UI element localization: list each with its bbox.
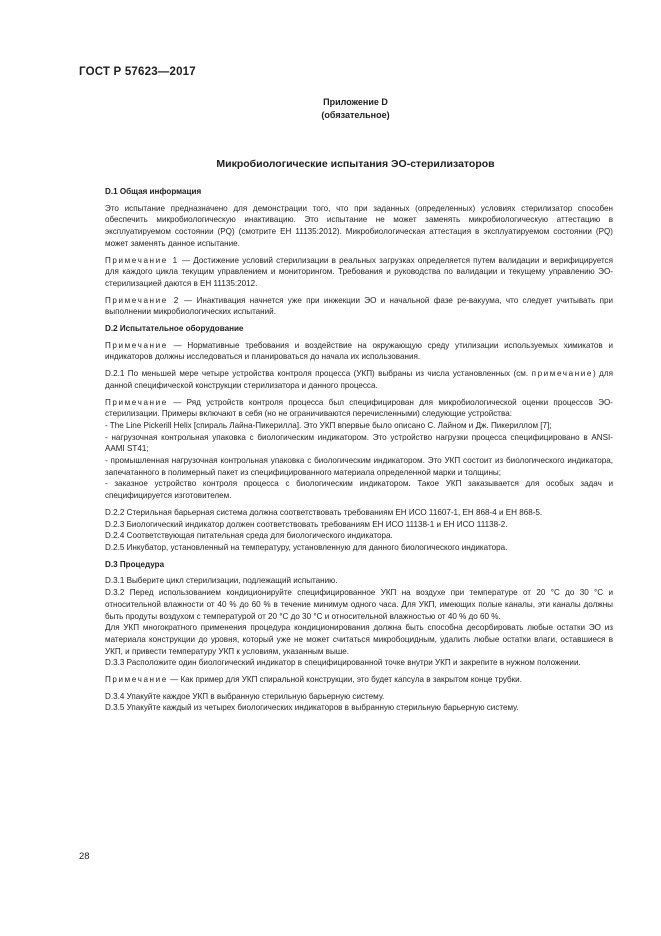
paragraph: Для УКП многократного применения процедура кондиционирования должна быть способна десорбировать любые остатки ЭО из материала конструкции до уровня, который уже не может считаться микробоцидным, удалить любые остатки влаги, оставшиеся в УКП, и привести температуру УКП к условиям, указанным выше. xyxy=(105,623,613,656)
note-text: — Достижение условий стерилизации в реальных загрузках определяется путем валидации и верифицируется для каждого цикла текущим управлением и мониторингом. Требования и руководства по валидации и текущему управлению ЭО-стерилизацией даются в ЕН 11135:2012. xyxy=(105,255,613,288)
paragraph: Это испытание предназначено для демонстрации того, что при заданных (определенных) условиях стерилизатор способен обеспечить микробиологическую инактивацию. Это испытание не может заменять микробиологическую аттестацию в эксплуатируемом состоянии (PQ) (смотрите ЕН 11135:2012). Микробиологическая аттестация в эксплуатируемом состоянии (PQ) может заменять данное испытание. xyxy=(105,203,613,248)
note-label: Примечание 1 xyxy=(105,255,179,265)
note-text: — Ряд устройств контроля процесса был специфицирован для микробиологической оценки процессов ЭО-стерилизации. Примеры включают в себя (но не ограничиваются перечисленными) следующие устройства: xyxy=(105,397,613,419)
clause-d24: D.2.4 Соответствующая питательная среда для биологического индикатора. xyxy=(105,531,393,541)
clause-d35: D.3.5 Упакуйте каждый из четырех биологических индикаторов в выбранную стерильную барьерную систему. xyxy=(105,703,519,713)
document-body xyxy=(105,186,613,714)
note xyxy=(105,340,613,363)
note-text: — Как пример для УКП спиральной конструкции, это будет капсула в закрытом конце трубки. xyxy=(167,675,522,685)
list-item: - The Line Pickerill Helix [спираль Лайна-Пикерилла]. Это УКП впервые было описано С. Лайном и Дж. Пикериллом [7]; xyxy=(105,420,552,430)
annex-heading xyxy=(0,96,661,122)
note-label: Примечание xyxy=(105,675,168,685)
list-item: - нагрузочная контрольная упаковка с биологическим индикатором. Это устройство нагрузки процесса специфицировано в ANSI-AAMI ST41; xyxy=(105,432,613,454)
note-label: Примечание xyxy=(105,340,168,350)
page-number: 28 xyxy=(79,851,90,862)
note xyxy=(105,674,613,686)
clause-d22: D.2.2 Стерильная барьерная система должна соответствовать требованиям ЕН ИСО 11607-1, ЕН 868-4 и ЕН 868-5. xyxy=(105,507,543,517)
annex-title: Приложение D xyxy=(323,97,388,107)
note-label: Примечание 2 xyxy=(105,295,180,305)
document-header: ГОСТ Р 57623—2017 xyxy=(79,66,196,78)
note-label: Примечание xyxy=(105,397,168,407)
annex-status: (обязательное) xyxy=(321,110,390,120)
clause-d32: D.3.2 Перед использованием кондиционируйте специфицированное УКП на воздухе при температуре от 20 °С до 30 °С и относительной влажности от 40 % до 60 % в течение минимум одного часа. Для УКП, имеющих полые каналы, эти каналы должны быть продуты воздухом с температурой от 20 °С до 30 °С и относительной влажностью от 40 % до 60 %. xyxy=(105,588,613,621)
note-text: — Инактивация начнется уже при инжекции ЭО и начальной фазе ре-вакуума, что следует учитывать при выполнении микробиологических испытаний. xyxy=(105,295,613,317)
clause-d23: D.2.3 Биологический индикатор должен соответствовать требованиям ЕН ИСО 11138-1 и ЕН ИСО 11138-2. xyxy=(105,519,508,529)
clause-d25: D.2.5 Инкубатор, установленный на температуру, установленную для данного биологического индикатора. xyxy=(105,542,508,552)
clause-d31: D.3.1 Выберите цикл стерилизации, подлежащий испытанию. xyxy=(105,576,338,586)
list-item: - заказное устройство контроля процесса с биологическим индикатором. Такое УКП заказывается для особых задач и специфицируется изготовителем. xyxy=(105,479,613,501)
clause-d33: D.3.3 Расположите один биологический индикатор в специфицированной точке внутри УКП и закрепите в нужном положении. xyxy=(105,658,581,668)
clause-d21 xyxy=(105,368,613,391)
note xyxy=(105,295,613,318)
clause-d34: D.3.4 Упакуйте каждое УКП в выбранную стерильную барьерную систему. xyxy=(105,691,385,701)
list-item: - промышленная нагрузочная контрольная упаковка с биологическим индикатором. Это УКП состоит из биологического индикатора, запечатанного в полимерный пакет из специфицированного материала определенной марки и толщины; xyxy=(105,456,613,477)
section-heading-d2: D.2 Испытательное оборудование xyxy=(105,324,244,334)
section-heading-d1: D.1 Общая информация xyxy=(105,187,202,196)
note xyxy=(105,397,613,420)
spaced-word: примечание xyxy=(531,369,594,379)
page-title: Микробиологические испытания ЭО-стерилизаторов xyxy=(216,158,495,170)
note xyxy=(105,255,613,290)
clause-text: D.2.1 По меньшей мере четыре устройства контроля процесса (УКП) выбраны из числа установленных (см. xyxy=(105,369,532,379)
note-text: — Нормативные требования и воздействие на окружающую среду утилизации используемых химикатов и индикаторов должны исследоваться и планироваться до начала их использования. xyxy=(105,340,613,362)
section-heading-d3: D.3 Процедура xyxy=(105,559,165,569)
clause-text: ) для данной специфической конструкции стерилизатора и данного процесса. xyxy=(105,369,614,390)
